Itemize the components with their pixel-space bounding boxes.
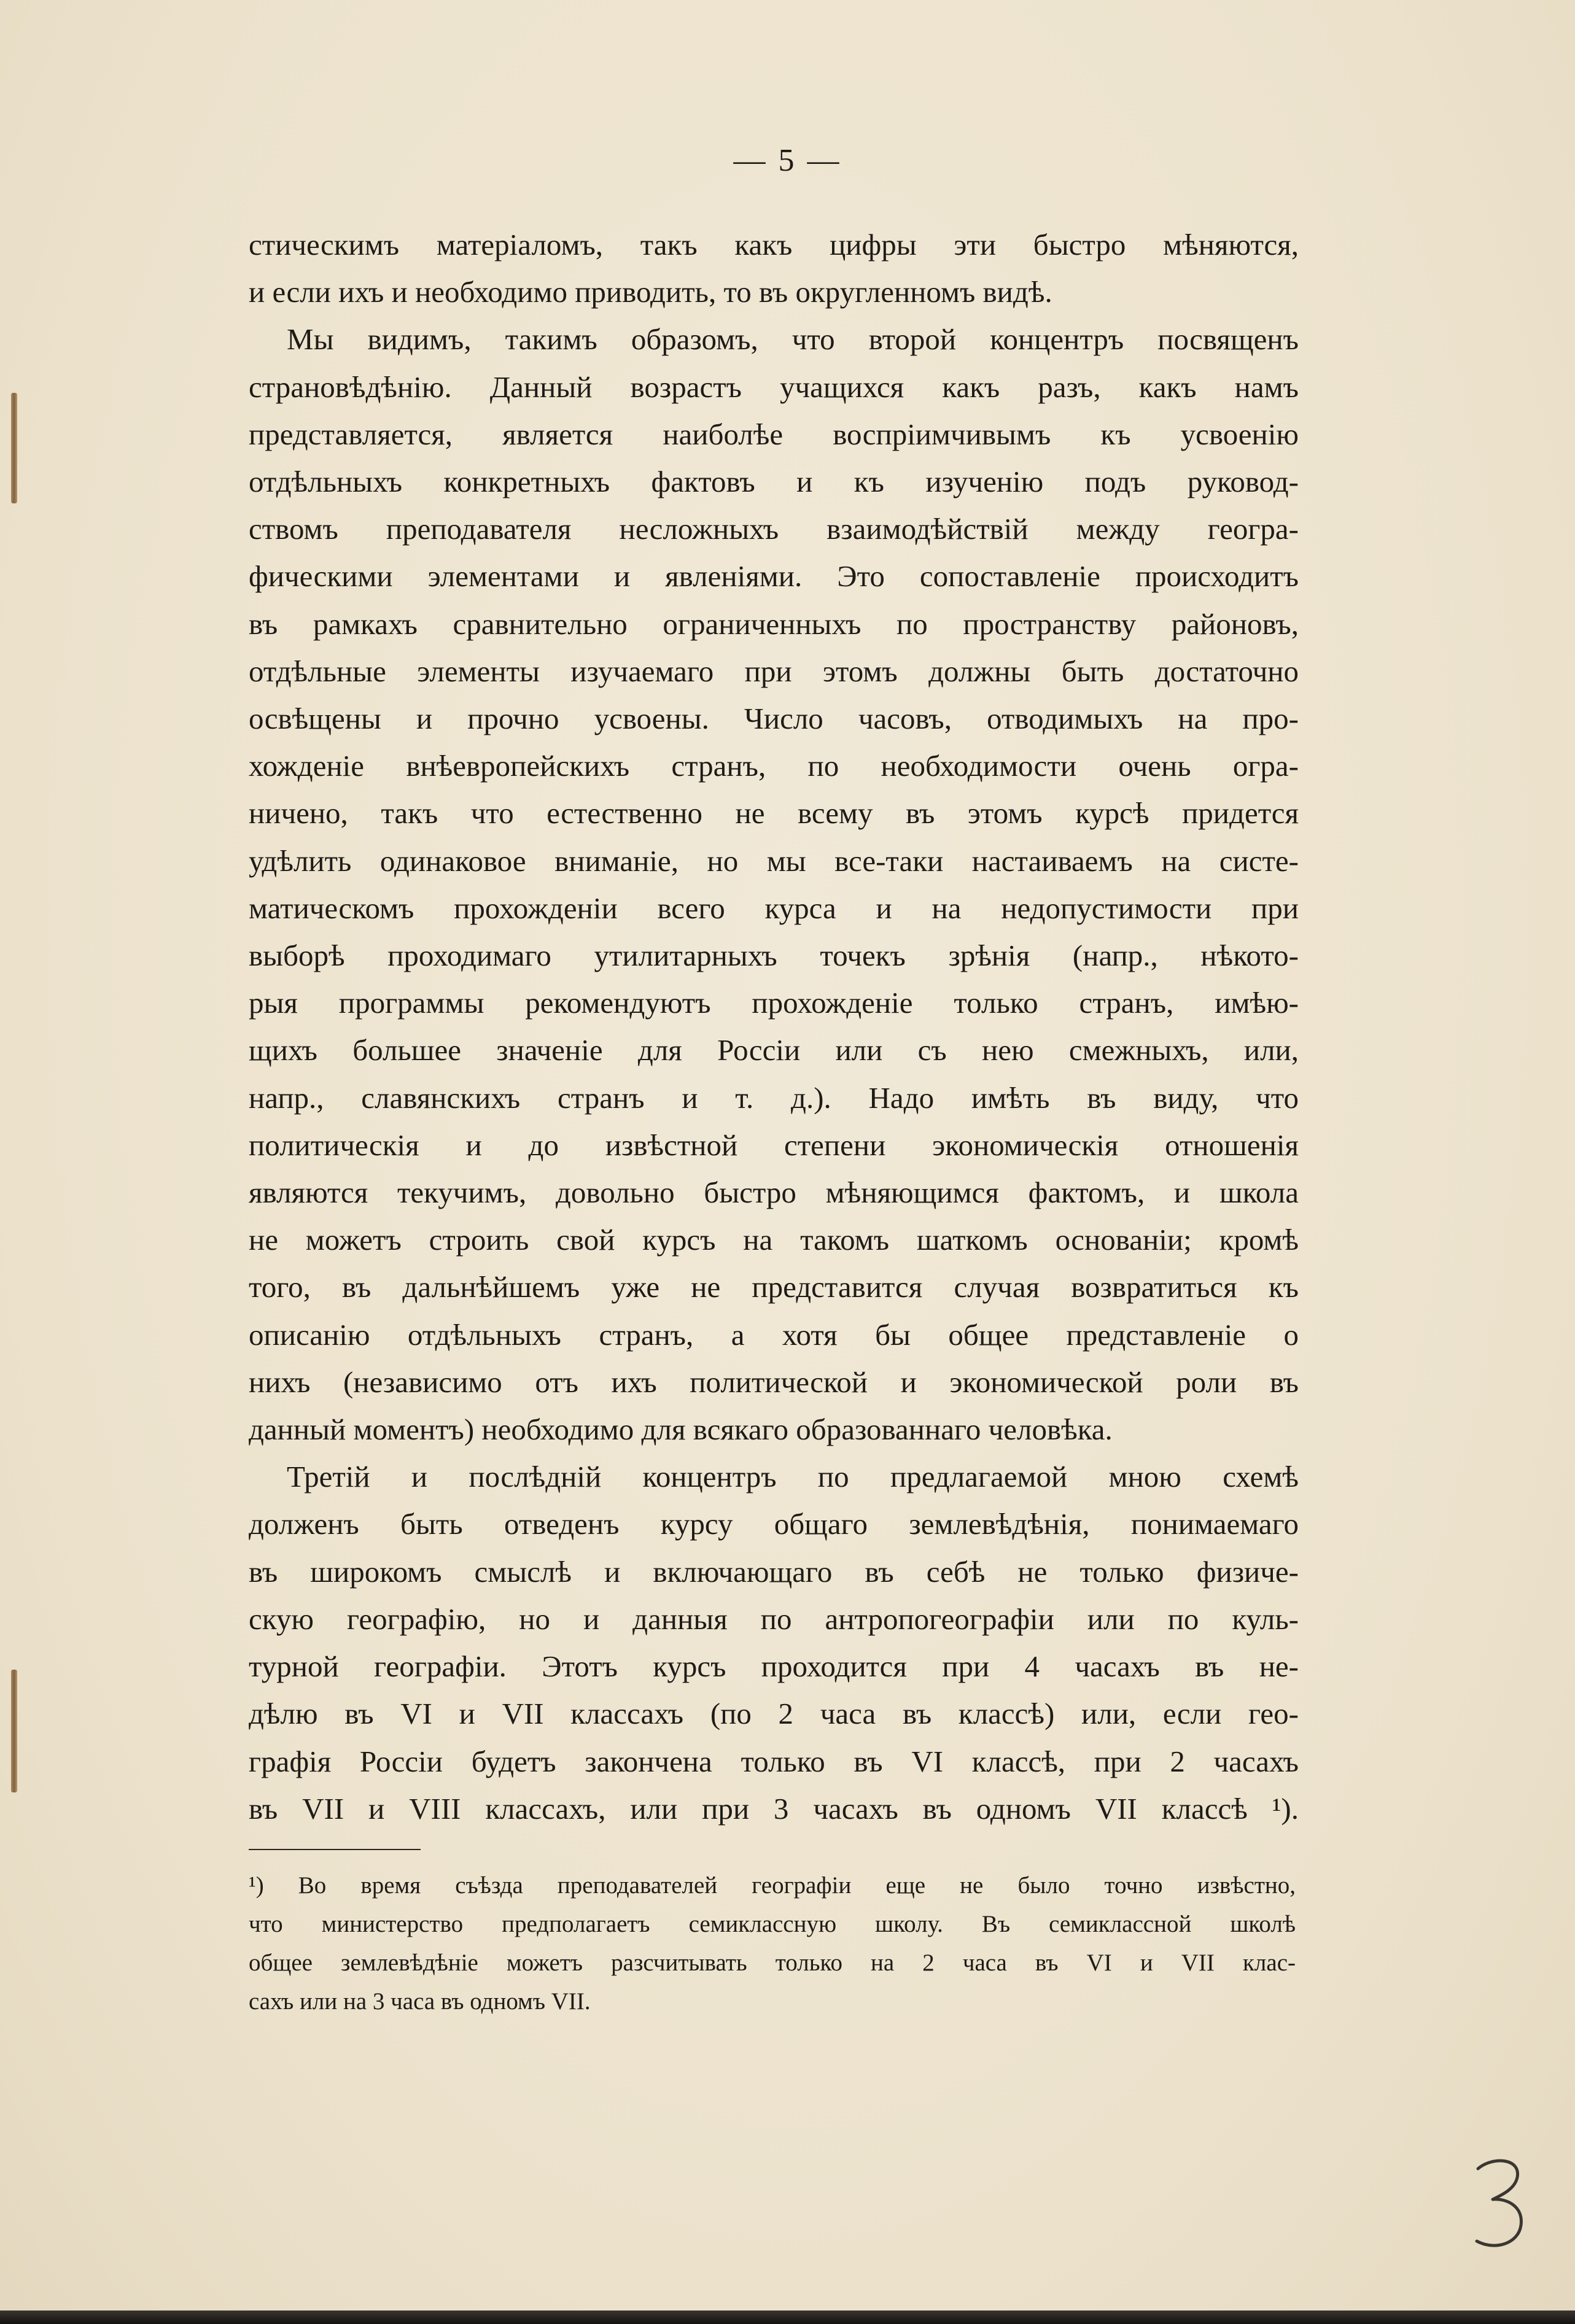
- text-line: политическія и до извѣстной степени экономическія отношенія: [249, 1128, 1299, 1162]
- binding-thread-mark: [11, 393, 17, 503]
- text-line: ствомъ преподавателя несложныхъ взаимодѣйствій между геогра-: [249, 512, 1299, 546]
- text-line: долженъ быть отведенъ курсу общаго землевѣдѣнія, понимаемаго: [249, 1507, 1299, 1541]
- text-line: выборѣ проходимаго утилитарныхъ точекъ зрѣнія (напр., нѣкото-: [249, 939, 1299, 973]
- text-line: хожденіе внѣевропейскихъ странъ, по необходимости очень огра-: [249, 749, 1299, 783]
- text-line: турной географіи. Этотъ курсъ проходится при 4 часахъ въ не-: [249, 1649, 1299, 1684]
- text-line: данный моментъ) необходимо для всякаго образованнаго человѣка.: [249, 1412, 1113, 1447]
- footnote-line: сахъ или на 3 часа въ одномъ VII.: [249, 1988, 591, 2015]
- text-line: графія Россіи будетъ закончена только въ VI классѣ, при 2 часахъ: [249, 1744, 1299, 1778]
- text-line: являются текучимъ, довольно быстро мѣняющимся фактомъ, и школа: [249, 1176, 1299, 1210]
- text-line: дѣлю въ VI и VII классахъ (по 2 часа въ классѣ) или, если гео-: [249, 1697, 1299, 1731]
- text-line: въ широкомъ смыслѣ и включающаго въ себѣ не только физиче-: [249, 1554, 1299, 1589]
- text-line: фическими элементами и явленіями. Это сопоставленіе происходитъ: [249, 559, 1299, 594]
- text-line: въ рамкахъ сравнительно ограниченныхъ по пространству районовъ,: [249, 606, 1299, 641]
- text-line: описанію отдѣльныхъ странъ, а хотя бы общее представленіе о: [249, 1317, 1299, 1352]
- binding-thread-mark: [11, 1670, 17, 1792]
- text-line: ничено, такъ что естественно не всему въ этомъ курсѣ придется: [249, 796, 1299, 831]
- footnote-rule: [249, 1849, 421, 1850]
- text-line: и если ихъ и необходимо приводить, то въ округленномъ видѣ.: [249, 275, 1052, 309]
- footnote: [249, 1866, 1296, 2021]
- footnote-line: ¹) Во время съѣзда преподавателей географіи еще не было точно извѣстно,: [249, 1872, 1296, 1899]
- text-line: скую географію, но и данныя по антропогеографіи или по куль-: [249, 1602, 1299, 1636]
- text-line: въ VII и VIII классахъ, или при 3 часахъ въ одномъ VII классѣ ¹).: [249, 1791, 1299, 1826]
- text-line: того, въ дальнѣйшемъ уже не представится случая возвратиться къ: [249, 1270, 1299, 1304]
- text-line: представляется, является наиболѣе воспріимчивымъ къ усвоенію: [249, 417, 1299, 451]
- handwritten-folio-number: [1464, 2152, 1532, 2256]
- footnote-line: общее землевѣдѣніе можетъ разсчитывать только на 2 часа въ VI и VII клас-: [249, 1950, 1296, 1976]
- text-line: стическимъ матеріаломъ, такъ какъ цифры эти быстро мѣняются,: [249, 228, 1299, 261]
- page-number: — 5 —: [733, 143, 842, 178]
- text-line: отдѣльныхъ конкретныхъ фактовъ и къ изученію подъ руковод-: [249, 465, 1299, 499]
- text-line: напр., славянскихъ странъ и т. д.). Надо имѣть въ виду, что: [249, 1080, 1299, 1115]
- scan-bottom-edge: [0, 2310, 1575, 2324]
- text-line: отдѣльные элементы изучаемаго при этомъ должны быть достаточно: [249, 654, 1299, 688]
- text-line: нихъ (независимо отъ ихъ политической и экономической роли въ: [249, 1365, 1299, 1399]
- text-line: щихъ большее значеніе для Россіи или съ нею смежныхъ, или,: [249, 1033, 1299, 1067]
- body-text: [249, 221, 1299, 1832]
- text-line: Третій и послѣдній концентръ по предлагаемой мною схемѣ: [287, 1460, 1299, 1494]
- text-line: не можетъ строить свой курсъ на такомъ шаткомъ основаніи; кромѣ: [249, 1223, 1299, 1257]
- text-line: страновѣдѣнію. Данный возрастъ учащихся какъ разъ, какъ намъ: [249, 370, 1299, 404]
- text-line: удѣлить одинаковое вниманіе, но мы все-таки настаиваемъ на систе-: [249, 843, 1299, 878]
- footnote-line: что министерство предполагаетъ семиклассную школу. Въ семиклассной школѣ: [249, 1911, 1296, 1937]
- text-line: освѣщены и прочно усвоены. Число часовъ, отводимыхъ на про-: [249, 702, 1299, 736]
- text-line: матическомъ прохожденіи всего курса и на недопустимости при: [249, 891, 1299, 925]
- text-line: рыя программы рекомендуютъ прохожденіе только странъ, имѣю-: [249, 986, 1299, 1020]
- text-line: Мы видимъ, такимъ образомъ, что второй концентръ посвященъ: [287, 322, 1299, 357]
